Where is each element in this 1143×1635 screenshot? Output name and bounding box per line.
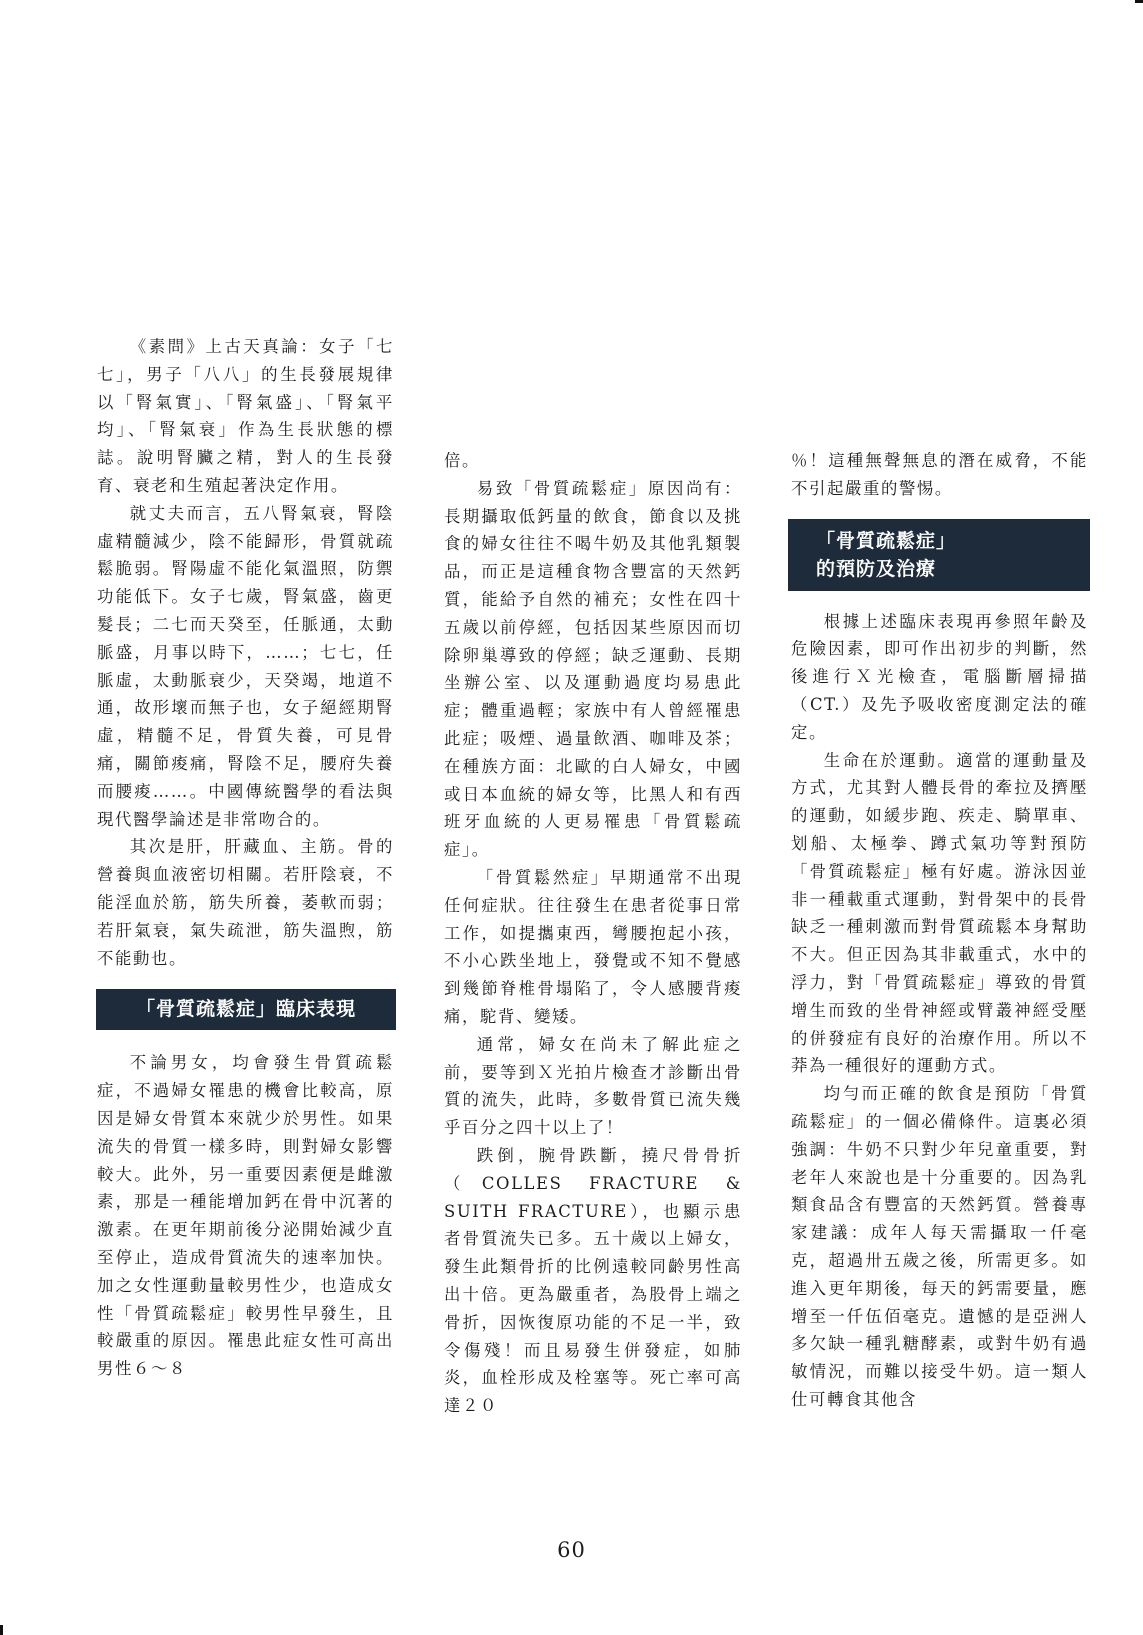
section-heading-prevention	[788, 519, 1090, 591]
corner-mark-top-right	[1135, 0, 1143, 3]
col1-paragraph-4: 不論男女，均會發生骨質疏鬆症，不過婦女罹患的機會比較高，原因是婦女骨質本來就少於男性。如果流失的骨質一樣多時，則對婦女影響較大。此外，另一重要因素便是雌激素，那是一種能增加鈣在骨中沉著的激素。在更年期前後分泌開始減少直至停止，造成骨質流失的速率加快。加之女性運動量較男性少，也造成女性「骨質疏鬆症」較男性早發生，且較嚴重的原因。罹患此症女性可高出男性６～８	[97, 1053, 394, 1379]
col2-paragraph-1: 倍。	[444, 451, 480, 470]
corner-mark-bottom-left	[0, 1625, 3, 1635]
column-1	[97, 333, 394, 1383]
section-heading-clinical: 「骨質疏鬆症」臨床表現	[96, 989, 396, 1030]
column-2	[444, 447, 742, 1420]
col1-paragraph-1: 《素問》上古天真論：女子「七七」，男子「八八」的生長發展規律以「腎氣實」、「腎氣盛」、「腎氣平均」、「腎氣衰」作為生長狀態的標誌。說明腎臟之精，對人的生長發育、衰老和生殖起著決定作用。	[97, 337, 394, 495]
col1-paragraph-3: 其次是肝，肝藏血、主筋。骨的營養與血液密切相關。若肝陰衰，不能淫血於筋，筋失所養，萎軟而弱；若肝氣衰，氣失疏泄，筋失溫煦，筋不能動也。	[97, 837, 394, 968]
col2-paragraph-2: 易致「骨質疏鬆症」原因尚有：長期攝取低鈣量的飲食，節食以及挑食的婦女往往不喝牛奶及其他乳類製品，而正是這種食物含豐富的天然鈣質，能給予自然的補充；女性在四十五歲以前停經，包括因某些原因而切除卵巢導致的停經；缺乏運動、長期坐辦公室、以及運動過度均易患此症；體重過輕；家族中有人曾經罹患此症；吸煙、過量飲酒、咖啡及茶；在種族方面：北歐的白人婦女，中國或日本血統的婦女等，比黑人和有西班牙血統的人更易罹患「骨質鬆疏症」。	[444, 478, 742, 860]
page-number: 60	[557, 1538, 586, 1562]
col2-paragraph-4: 通常，婦女在尚未了解此症之前，要等到Ｘ光拍片檢查才診斷出骨質的流失，此時，多數骨質已流失幾乎百分之四十以上了！	[444, 1034, 742, 1138]
col2-paragraph-3: 「骨質鬆然症」早期通常不出現任何症狀。往往發生在患者從事日常工作，如提攜東西，彎腰抱起小孩，不小心跌坐地上，發覺或不知不覺感到幾節脊椎骨塌陷了，令人感腰背痠痛，駝背、變矮。	[444, 867, 742, 1026]
heading-line-2: 的預防及治療	[816, 557, 937, 580]
heading-line-1: 「骨質疏鬆症」	[816, 529, 957, 552]
col3-paragraph-3: 生命在於運動。適當的運動量及方式，尤其對人體長骨的牽拉及擠壓的運動，如緩步跑、疾走、騎單車、划船、太極拳、蹲式氣功等對預防「骨質疏鬆症」極有好處。游泳因並非一種載重式運動，對骨架中的長骨缺乏一種刺激而對骨質疏鬆本身幫助不大。但正因為其非載重式，水中的浮力，對「骨質疏鬆症」導致的骨質增生而致的坐骨神經或臂叢神經受壓的併發症有良好的治療作用。所以不莽為一種很好的運動方式。	[791, 750, 1088, 1076]
col3-paragraph-2: 根據上述臨床表現再參照年齡及危險因素，即可作出初步的判斷，然後進行Ｘ光檢查，電腦斷層掃描（CT.）及先予吸收密度測定法的確定。	[791, 611, 1088, 742]
col1-paragraph-2: 就丈夫而言，五八腎氣衰，腎陰虛精髓減少，陰不能歸形，骨質就疏鬆脆弱。腎陽虛不能化氣溫照，防禦功能低下。女子七歲，腎氣盛，齒更髮長；二七而天癸至，任脈通，太動脈盛，月事以時下，……；七七，任脈虛，太動脈衰少，天癸竭，地道不通，故形壞而無子也，女子絕經期腎虛，精髓不足，骨質失養，可見骨痛，關節痠痛，腎陰不足，腰府失養而腰痠……。中國傳統醫學的看法與現代醫學論述是非常吻合的。	[97, 503, 394, 829]
column-3	[791, 447, 1088, 1414]
col3-paragraph-4: 均勻而正確的飲食是預防「骨質疏鬆症」的一個必備條件。這裏必須強調：牛奶不只對少年兒童重要，對老年人來說也是十分重要的。因為乳類食品含有豐富的天然鈣質。營養專家建議：成年人每天需攝取一仟毫克，超過卅五歲之後，所需更多。如進入更年期後，每天的鈣需要量，應增至一仟伍佰毫克。遺憾的是亞洲人多欠缺一種乳糖酵素，或對牛奶有過敏情況，而難以接受牛奶。這一類人仕可轉食其他含	[791, 1084, 1088, 1409]
col2-paragraph-5: 跌倒，腕骨跌斷，撓尺骨骨折（COLLES FRACTURE & SUITH FRACTURE），也顯示患者骨質流失已多。五十歲以上婦女，發生此類骨折的比例遠較同齡男性高出十倍。更為嚴重者，為股骨上端之骨折，因恢復原功能的不足一半，致令傷殘！而且易發生併發症，如肺炎，血栓形成及栓塞等。死亡率可高達２０	[444, 1145, 742, 1416]
col3-paragraph-1: ％！這種無聲無息的潛在威脅，不能不引起嚴重的警惕。	[791, 451, 1088, 498]
